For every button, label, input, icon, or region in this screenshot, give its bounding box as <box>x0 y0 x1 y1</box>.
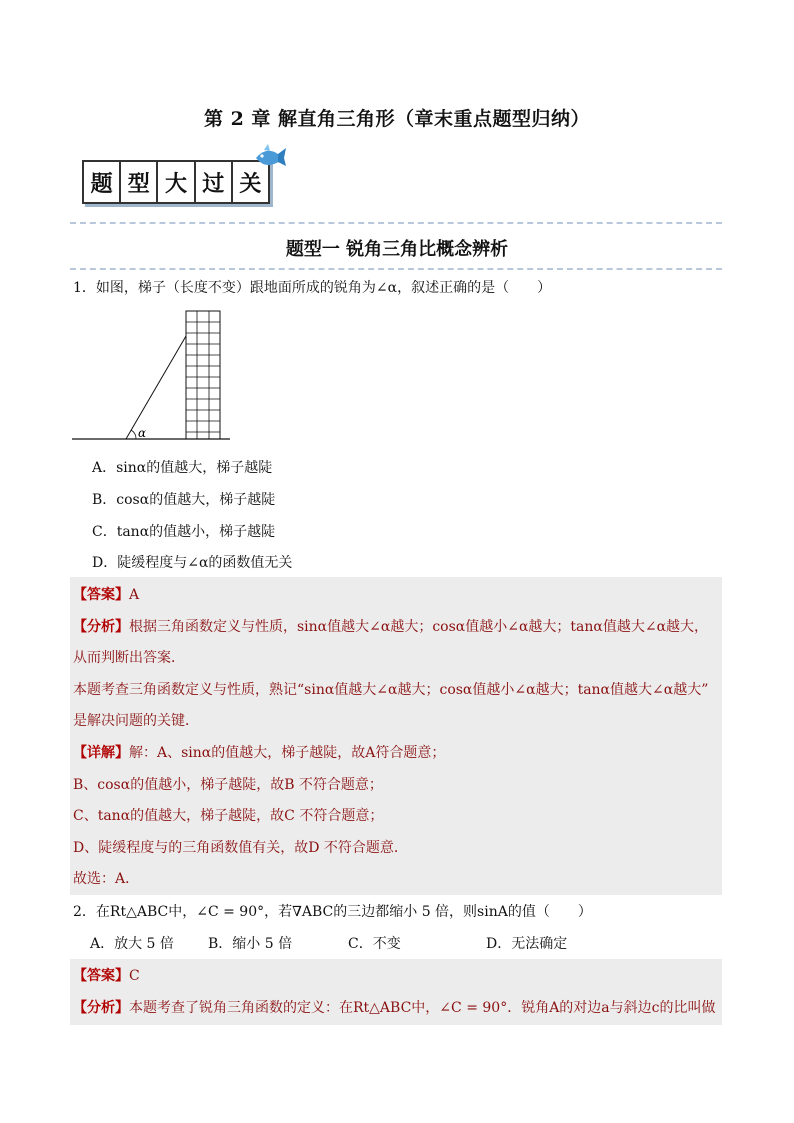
option-d: D．无法确定 <box>486 936 568 952</box>
analysis-tag: 【分析】 <box>73 619 129 635</box>
option-c: C．tanα的值越小，梯子越陡 <box>92 524 276 540</box>
analysis-text: 根据三角函数定义与性质，sinα值越大∠α越大；cosα值越小∠α越大；tanα值越大∠α越大， <box>129 619 709 635</box>
option-c: C．不变 <box>348 936 401 952</box>
option-b: B．cosα的值越大，梯子越陡 <box>92 492 276 508</box>
q2-analysis-line-1 <box>73 998 716 1018</box>
answer-tag: 【答案】 <box>73 587 129 603</box>
q1-analysis-line-3: 本题考查三角函数定义与性质，熟记“sinα值越大∠α越大；cosα值越小∠α越大；tanα值越大∠α越大” <box>73 682 709 698</box>
q1-detail-line-5: 故选：A． <box>73 871 140 887</box>
analysis-tag: 【分析】 <box>73 1000 129 1016</box>
question-1-stem: 1．如图，梯子（长度不变）跟地面所成的锐角为∠α，叙述正确的是（ ） <box>73 280 552 296</box>
angle-label: α <box>138 426 147 440</box>
banner-char: 题 <box>84 162 121 202</box>
q1-answer <box>73 585 139 605</box>
q1-analysis-line-4: 是解决问题的关键． <box>73 713 199 729</box>
q1-detail-line-2: B、cosα的值越小，梯子越陡，故B 不符合题意； <box>73 777 383 793</box>
detail-text: 解：A、sinα的值越大，梯子越陡，故A符合题意； <box>129 745 446 761</box>
q1-analysis-line-1 <box>73 617 708 637</box>
page-title: 第 2 章 解直角三角形（章末重点题型归纳） <box>203 108 591 130</box>
q2-answer <box>73 966 140 986</box>
answer-value: C <box>129 968 140 984</box>
ladder-figure <box>70 308 240 444</box>
divider-bottom <box>70 268 722 270</box>
divider-top <box>70 222 722 224</box>
option-d: D．陡缓程度与∠α的函数值无关 <box>92 555 293 571</box>
detail-tag: 【详解】 <box>73 745 129 761</box>
analysis-text: 本题考查了锐角三角函数的定义：在Rt△ABC中，∠C = 90°．锐角A的对边a与斜边c的比叫做 <box>129 1000 716 1016</box>
answer-value: A <box>129 587 140 603</box>
option-a: A．放大 5 倍 <box>90 936 174 952</box>
banner-char: 过 <box>196 162 233 202</box>
q1-analysis-line-2: 从而判断出答案． <box>73 650 185 666</box>
option-b: B．缩小 5 倍 <box>208 936 293 952</box>
fish-icon <box>252 142 288 172</box>
question-2-stem: 2．在Rt△ABC中，∠C = 90°，若∇ABC的三边都缩小 5 倍，则sinA的值（ ） <box>73 904 592 920</box>
banner-char: 关 <box>239 170 262 197</box>
section-banner <box>82 160 274 204</box>
section-title: 题型一 锐角三角比概念辨析 <box>285 239 509 260</box>
banner-char: 型 <box>121 162 158 202</box>
answer-tag: 【答案】 <box>73 968 129 984</box>
q1-detail-line-4: D、陡缓程度与的三角函数值有关，故D 不符合题意． <box>73 840 408 856</box>
q1-detail-line-3: C、tanα的值越大，梯子越陡，故C 不符合题意； <box>73 808 384 824</box>
banner-char: 大 <box>158 162 195 202</box>
q1-detail-line-1 <box>73 743 445 763</box>
q2-options <box>90 934 567 954</box>
option-a: A．sinα的值越大，梯子越陡 <box>92 460 273 476</box>
banner-box <box>82 160 270 204</box>
